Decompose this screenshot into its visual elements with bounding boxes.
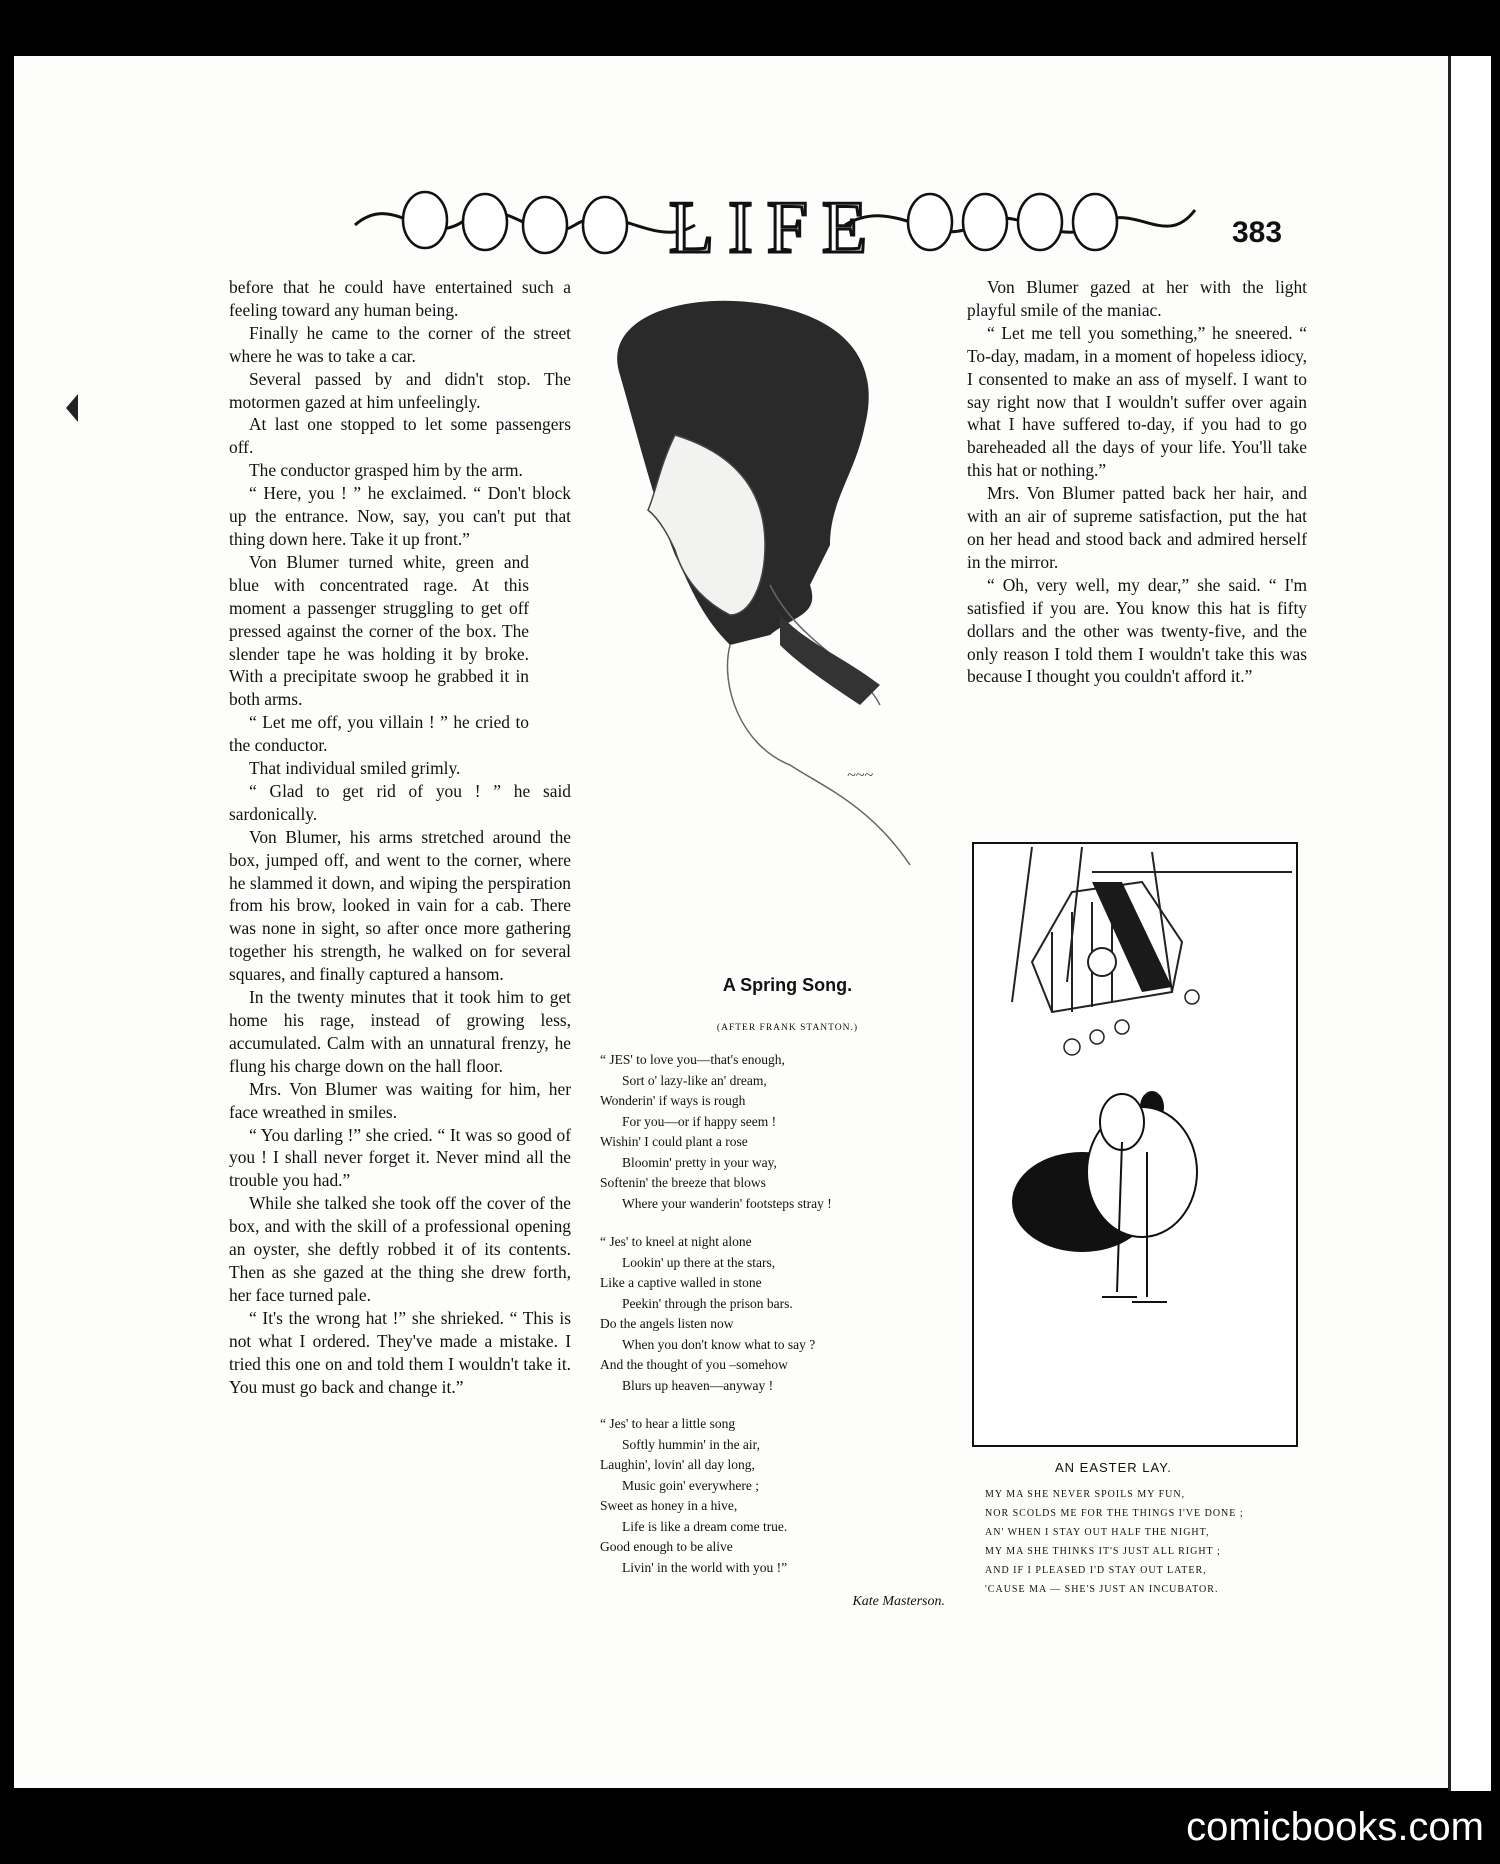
paragraph: Von Blumer turned white, green and blue with concentrated rage. At this moment a passenger struggling to get off pressed against the corner of the box. The slender tape he was holding it by broke. With a precipitate swoop he grabbed it in both arms. [229, 551, 529, 710]
poem-line: When you don't know what to say ? [622, 1336, 816, 1352]
poem-line: Sort o' lazy-like an' dream, [622, 1072, 767, 1088]
poem-line: Softly hummin' in the air, [622, 1436, 761, 1452]
poem-title: A Spring Song. [722, 975, 853, 995]
paragraph: In the twenty minutes that it took him to get home his rage, instead of growing less, accumulated. Calm with an unnatural frenzy, he flung his charge down on the hall floor. [229, 987, 571, 1076]
masthead-banner [335, 180, 1205, 270]
cartoon-verse [985, 1485, 1244, 1599]
verse-line: AND IF I PLEASED I'D STAY OUT LATER, [985, 1565, 1207, 1576]
paragraph: Von Blumer, his arms stretched around the box, jumped off, and went to the corner, where he slammed it down, and wiping the perspiration from his brow, looked in vain for a cab. There was none in sight, so after once more gathering together his strength, he walked on for several squares, and finally captured a hansom. [229, 826, 571, 985]
poem-line: “ Jes' to kneel at night alone [600, 1234, 752, 1249]
verse-line: AN' WHEN I STAY OUT HALF THE NIGHT, [985, 1527, 1210, 1538]
page-number: 383 [1232, 216, 1283, 249]
poem-line: “ Jes' to hear a little song [600, 1416, 736, 1431]
poem-line: And the thought of you –somehow [600, 1357, 788, 1372]
poem-stanza [600, 1232, 945, 1396]
poem-line: Peekin' through the prison bars. [622, 1295, 793, 1311]
paragraph: “ You darling !” she cried. “ It was so good of you ! I shall never forget it. Never mind all the trouble you had.” [229, 1124, 571, 1191]
svg-text:~~~: ~~~ [847, 767, 873, 784]
paragraph: “ It's the wrong hat !” she shrieked. “ This is not what I ordered. They've made a mistake. I tried this one on and told them I wouldn't take it. You must go back and change it.” [229, 1307, 571, 1397]
poem [600, 975, 945, 1613]
poem-stanza [600, 1414, 945, 1578]
poem-subtitle: (AFTER FRANK STANTON.) [716, 1022, 859, 1033]
paragraph: “ Glad to get rid of you ! ” he said sardonically. [229, 780, 571, 824]
poem-line: Wonderin' if ways is rough [600, 1093, 746, 1108]
poem-line: Bloomin' pretty in your way, [622, 1154, 777, 1170]
poem-line: Laughin', lovin' all day long, [600, 1457, 755, 1472]
cartoon-caption: AN EASTER LAY. [1055, 1460, 1172, 1475]
poem-line: Life is like a dream come true. [622, 1518, 788, 1534]
poem-line: Sweet as honey in a hive, [600, 1498, 738, 1513]
poem-line: Lookin' up there at the stars, [622, 1254, 776, 1270]
verse-line: MY MA SHE NEVER SPOILS MY FUN, [985, 1489, 1186, 1500]
portrait-illustration [580, 285, 930, 920]
watermark: comicbooks.com [1186, 1805, 1484, 1849]
paragraph: “ Oh, very well, my dear,” she said. “ I'm satisfied if you are. You know this hat is fifty dollars and the other was twenty-five, and the only reason I told them I wouldn't take this was because I thought you couldn't afford it.” [967, 574, 1307, 687]
poem-line: Music goin' everywhere ; [622, 1477, 760, 1493]
paragraph: The conductor grasped him by the arm. [249, 460, 523, 481]
paragraph: Mrs. Von Blumer was waiting for him, her face wreathed in smiles. [229, 1078, 571, 1122]
poem-line: Wishin' I could plant a rose [600, 1134, 748, 1149]
easter-cartoon-illustration [972, 842, 1298, 1447]
poem-line: Blurs up heaven—anyway ! [622, 1377, 774, 1393]
page-edge [1448, 56, 1491, 1791]
paragraph: While she talked she took off the cover of the box, and with the skill of a professional opening an oyster, she deftly robbed it of its contents. Then as she gazed at the thing she drew forth, her face turned pale. [229, 1193, 571, 1305]
binding-marker-icon [66, 388, 80, 433]
article-column-right [967, 276, 1307, 688]
poem-line: “ JES' to love you—that's enough, [600, 1052, 785, 1067]
verse-line: NOR SCOLDS ME FOR THE THINGS I'VE DONE ; [985, 1508, 1244, 1519]
poem-line: Where your wanderin' footsteps stray ! [622, 1195, 832, 1211]
paragraph: before that he could have entertained such a feeling toward any human being. [229, 277, 571, 320]
paragraph: Mrs. Von Blumer patted back her hair, and with an air of supreme satisfaction, put the hat on her head and stood back and admired herself in the mirror. [967, 483, 1307, 572]
verse-line: MY MA SHE THINKS IT'S JUST ALL RIGHT ; [985, 1546, 1221, 1557]
poem-line: Good enough to be alive [600, 1539, 733, 1554]
paragraph: At last one stopped to let some passengers off. [229, 414, 571, 458]
poem-line: Do the angels listen now [600, 1316, 734, 1331]
poem-stanza [600, 1050, 945, 1214]
masthead-title: LIFE [668, 187, 882, 269]
paragraph: “ Let me off, you villain ! ” he cried to the conductor. [229, 712, 529, 756]
poem-line: For you—or if happy seem ! [622, 1113, 777, 1129]
poem-line: Softenin' the breeze that blows [600, 1175, 766, 1190]
paragraph: Finally he came to the corner of the street where he was to take a car. [229, 322, 571, 366]
poem-author: Kate Masterson. [852, 1594, 945, 1609]
article-column-left [229, 276, 571, 1398]
poem-line: Livin' in the world with you !” [622, 1559, 788, 1575]
paragraph: “ Let me tell you something,” he sneered. “ To-day, madam, in a moment of hopeless idiocy, I consented to make an ass of myself. I want to say right now that I wouldn't suffer over again what I have suffered to-day, if you had to go bareheaded all the days of your life. You'll take this hat or nothing.” [967, 322, 1307, 481]
poem-stanzas [600, 1050, 945, 1578]
paragraph: That individual smiled grimly. [249, 758, 461, 779]
paragraph: Several passed by and didn't stop. The motormen gazed at him unfeelingly. [229, 368, 571, 412]
paragraph: “ Here, you ! ” he exclaimed. “ Don't block up the entrance. Now, say, you can't put that thing down here. Take it up front.” [229, 483, 571, 549]
poem-line: Like a captive walled in stone [600, 1275, 762, 1290]
paragraph: Von Blumer gazed at her with the light playful smile of the maniac. [967, 277, 1307, 320]
verse-line: 'CAUSE MA — SHE'S JUST AN INCUBATOR. [985, 1584, 1219, 1595]
